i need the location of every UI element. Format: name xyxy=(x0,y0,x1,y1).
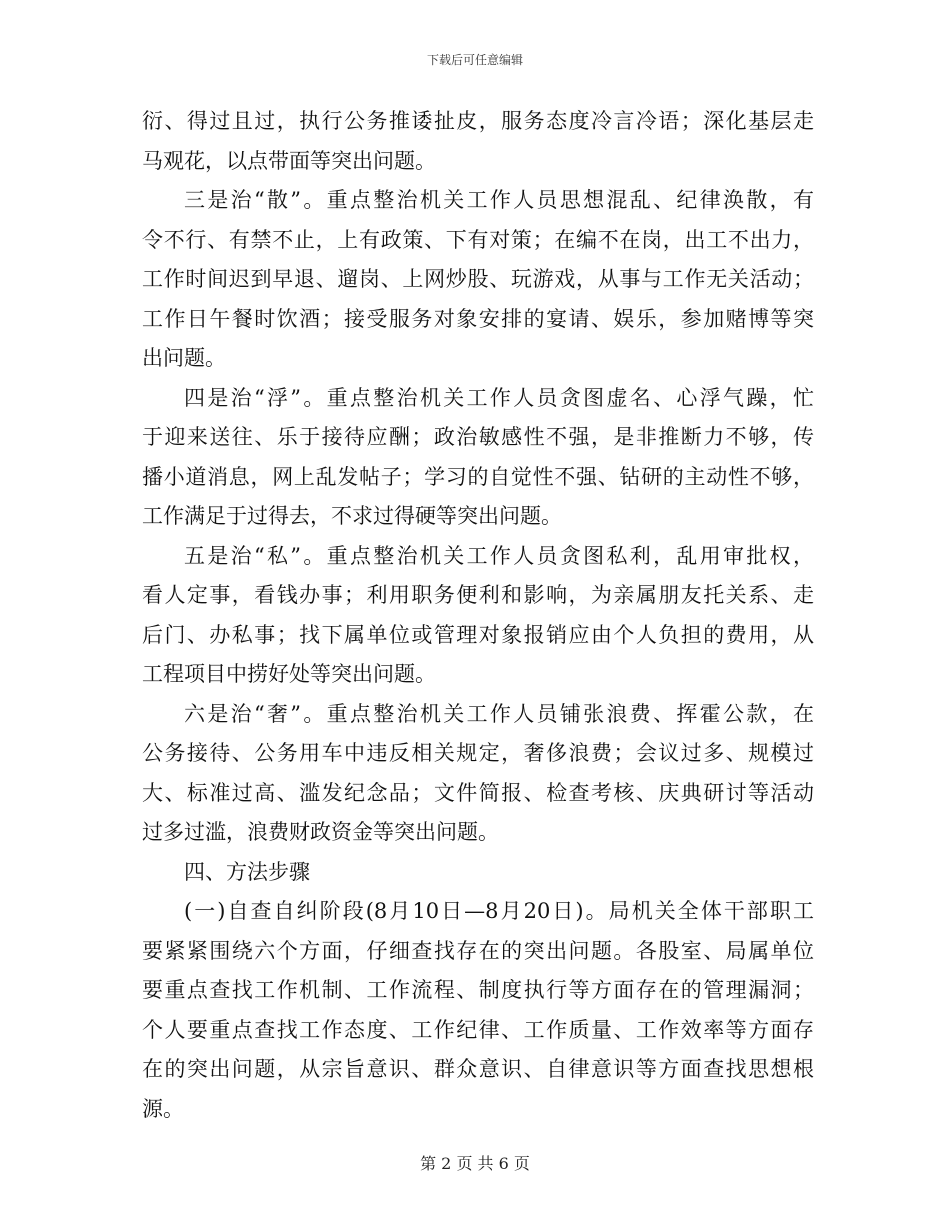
text-line: 大、标准过高、滥发纪念品；文件简报、检查考核、庆典研讨等活动 xyxy=(142,780,814,805)
text-line: 源。 xyxy=(142,1096,184,1121)
text-line: 工作时间迟到早退、遛岗、上网炒股、玩游戏，从事与工作无关活动； xyxy=(142,267,814,291)
text-line: 令不行、有禁不止，上有政策、下有对策；在编不在岗，出工不出力， xyxy=(142,227,814,252)
section-heading: 四、方法步骤 xyxy=(184,859,310,884)
text-line: 工作满足于过得去，不求过得硬等突出问题。 xyxy=(142,504,562,528)
page-number: 第 2 页 共 6 页 xyxy=(420,1154,530,1173)
text-line: 四是治“浮”。重点整治机关工作人员贪图虚名、心浮气躁，忙 xyxy=(184,385,814,410)
text-line: 衍、得过且过，执行公务推诿扯皮，服务态度冷言冷语；深化基层走 xyxy=(142,109,814,133)
text-line: 播小道消息，网上乱发帖子；学习的自觉性不强、钻研的主动性不够， xyxy=(142,464,814,489)
text-line: 个人要重点查找工作态度、工作纪律、工作质量、工作效率等方面存 xyxy=(142,1017,814,1042)
text-line: 要重点查找工作机制、工作流程、制度执行等方面存在的管理漏洞； xyxy=(142,978,814,1002)
text-line: 五是治“私”。重点整治机关工作人员贪图私利，乱用审批权， xyxy=(184,543,814,568)
text-line: 出问题。 xyxy=(142,346,226,370)
text-line: 六是治“奢”。重点整治机关工作人员铺张浪费、挥霍公款，在 xyxy=(184,701,814,726)
text-line: (一)自查自纠阶段(8月10日—8月20日)。局机关全体干部职工 xyxy=(184,899,814,923)
page-header: 下载后可任意编辑 xyxy=(426,53,523,67)
text-line: 要紧紧围绕六个方面，仔细查找存在的突出问题。各股室、局属单位 xyxy=(142,938,814,963)
document-body xyxy=(142,102,814,1129)
text-line: 于迎来送往、乐于接待应酬；政治敏感性不强，是非推断力不够，传 xyxy=(142,425,814,449)
text-line: 公务接待、公务用车中违反相关规定，奢侈浪费；会议过多、规模过 xyxy=(142,741,814,765)
text-line: 过多过滥，浪费财政资金等突出问题。 xyxy=(142,820,499,844)
text-line: 后门、办私事；找下属单位或管理对象报销应由个人负担的费用，从 xyxy=(142,622,814,647)
text-line: 在的突出问题，从宗旨意识、群众意识、自律意识等方面查找思想根 xyxy=(142,1057,814,1081)
text-line: 三是治“散”。重点整治机关工作人员思想混乱、纪律涣散，有 xyxy=(184,188,814,212)
text-line: 工作日午餐时饮酒；接受服务对象安排的宴请、娱乐，参加赌博等突 xyxy=(142,306,814,331)
text-line: 工程项目中捞好处等突出问题。 xyxy=(142,662,436,686)
text-line: 看人定事，看钱办事；利用职务便利和影响，为亲属朋友托关系、走 xyxy=(142,583,814,607)
text-line: 马观花，以点带面等突出问题。 xyxy=(142,148,436,173)
